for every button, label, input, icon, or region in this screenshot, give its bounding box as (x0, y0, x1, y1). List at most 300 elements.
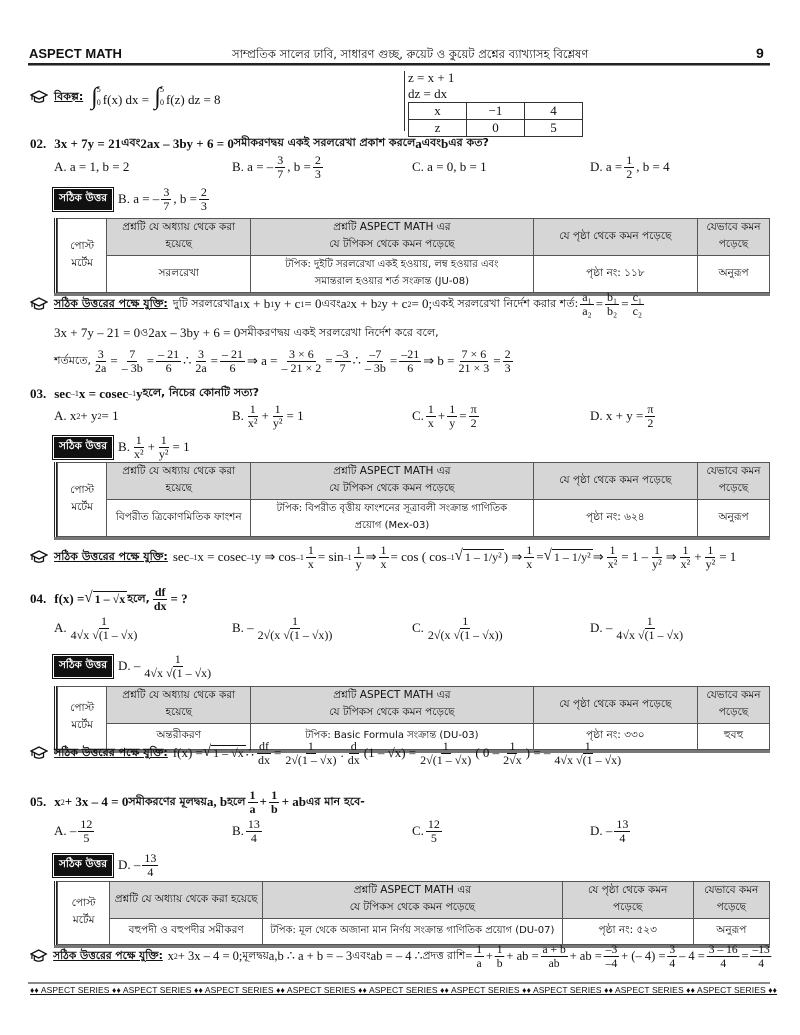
math-text: = (595, 296, 604, 311)
numerator: 1 (626, 152, 633, 167)
numerator: 1 (427, 401, 434, 416)
bengali-text: হলে (227, 794, 246, 808)
denominator: 4 (758, 955, 765, 970)
numerator: 13 (616, 816, 629, 831)
math-text: ⇒ (365, 549, 377, 564)
fraction (363, 348, 388, 374)
bengali-text: মূলদ্বয় (242, 948, 269, 962)
fraction (132, 434, 146, 460)
fraction (524, 544, 534, 570)
math-text: a (340, 296, 347, 311)
lower-limit: 0 (159, 98, 164, 107)
fraction (93, 348, 108, 374)
math-text: D. – (590, 620, 613, 635)
math-text: x = cosec (197, 549, 247, 564)
superscript: 2 (60, 797, 65, 807)
col-how-header (693, 882, 769, 919)
numerator: –3 (605, 941, 618, 956)
correct-answer (54, 850, 160, 880)
subscript: 2 (346, 299, 351, 309)
fraction (161, 186, 171, 212)
denominator: dx (153, 598, 167, 613)
topic-cell (251, 500, 534, 537)
superscript: –1 (128, 389, 137, 398)
math-text: ⇒ (592, 549, 604, 564)
math-text: = (536, 549, 544, 564)
denominator: 2a (195, 360, 207, 375)
denominator: dx (258, 752, 270, 767)
denominator: 7 (339, 360, 346, 375)
math-text: = (274, 745, 282, 760)
bengali-text: প্রদত্ত রাশি (422, 948, 466, 962)
option-c (412, 401, 481, 431)
cell: −1 (467, 103, 525, 120)
postmortem-label-2: মর্টেম (71, 719, 93, 731)
numerator: 1 (135, 432, 142, 447)
math-text: B. (232, 823, 244, 838)
option-a (54, 152, 129, 182)
postmortem-header-row (58, 463, 770, 500)
denominator: y² (272, 415, 283, 430)
square-root (455, 549, 504, 564)
denominator: 4 (669, 955, 676, 970)
math-text: , b = (287, 159, 311, 174)
fraction (580, 291, 594, 317)
chapter-cell: বহুপদী ও বহুপদীর সমীকরণ (110, 919, 263, 945)
numerator: 2 (200, 184, 207, 199)
limits-row-x (409, 103, 583, 120)
question-stem-04 (30, 586, 188, 612)
numerator: 1 (274, 401, 281, 416)
denominator: x² (680, 556, 691, 571)
numerator: –21 (401, 346, 420, 361)
denominator: 2 (626, 166, 633, 181)
question-number: 04. (30, 591, 47, 607)
math-text: = (741, 948, 749, 963)
fraction (501, 740, 524, 766)
bold-text: x (54, 794, 61, 810)
superscript: 2 (76, 411, 81, 421)
denominator: x (526, 556, 533, 571)
col-how-header-1: যেভাবে কমন (706, 221, 761, 233)
graduation-cap-icon (30, 90, 48, 104)
lower-limit: 0 (96, 98, 101, 107)
question-number: 02. (30, 135, 47, 151)
cell: x (409, 103, 467, 120)
numerator: 1 (707, 542, 714, 557)
denominator: 4√x √(1 – √x) (70, 627, 138, 642)
col-page-header: যে পৃষ্ঠা থেকে কমন পড়েছে (533, 219, 697, 256)
denominator: 3 (314, 166, 321, 181)
topic-line-1: টপিক: দুইটি সরলরেখা একই হওয়ায়, লম্ব হওয়ার এবং (285, 259, 499, 270)
justification-label: সঠিক উত্তরের পক্ষে যুক্তি: (54, 296, 168, 310)
fraction (751, 943, 772, 969)
bengali-text: একই সরলরেখা নির্দেশ করার শর্ত: (432, 296, 579, 310)
postmortem-label-1: পোস্ট (70, 239, 95, 252)
denominator: 4 (250, 830, 257, 845)
correct-answer-badge: সঠিক উত্তর (54, 189, 112, 210)
justification-line (54, 318, 439, 348)
how-cell: অনুরূপ (698, 256, 770, 293)
math-text: + ab = (506, 948, 539, 963)
numerator: 3 (198, 346, 204, 361)
upper-limit: 5 (96, 85, 101, 95)
cell: 4 (525, 103, 583, 120)
radical-sign: √ (454, 547, 463, 565)
col-topic-header (262, 882, 562, 919)
denominator: 4 (619, 830, 626, 845)
fraction (426, 403, 436, 429)
postmortem-label-2: মর্টেম (71, 256, 93, 269)
math-text: ∴ (183, 353, 192, 368)
denominator: 2√(1 – √x) (285, 752, 337, 767)
math-text: ⇒ a = (247, 353, 278, 368)
numerator: 3 (163, 184, 170, 199)
math-text: D. a = (590, 159, 623, 174)
fraction (269, 789, 280, 815)
justification-label: সঠিক উত্তরের পক্ষে যুক্তি: (54, 549, 168, 563)
numerator: 1 (271, 788, 278, 802)
numerator: 1 (496, 941, 503, 956)
bold-text: x = cosec (78, 385, 129, 401)
math-text: B. a = – (232, 159, 274, 174)
footer-text: ♦♦ ASPECT SERIES ♦♦ ASPECT SERIES ♦♦ ASPECT SERIES ♦♦ ASPECT SERIES ♦♦ ASPECT SERIES ♦♦ ASPECT SERIES ♦♦ ASPECT SERIES ♦♦ ASPECT SERIES ♦♦ ASPECT SERIES ♦♦ (30, 985, 778, 995)
denominator: 7 (277, 166, 284, 181)
denominator: x (427, 415, 434, 430)
correct-answer-badge: সঠিক উত্তর (54, 656, 112, 677)
math-text: + (694, 549, 702, 564)
denominator: y² (158, 446, 169, 461)
correct-answer-badge: সঠিক উত্তর (54, 855, 112, 876)
postmortem-header-row (58, 219, 770, 256)
fraction (605, 291, 619, 317)
math-text: = 1 (286, 408, 304, 423)
denominator: 2√(1 – √x) (420, 752, 472, 767)
option-b (232, 152, 325, 182)
how-cell: অনুরূপ (693, 919, 769, 945)
denominator: 5 (430, 830, 437, 845)
col-chapter-header: প্রশ্নটি যে অধ্যায় থেকে করা হয়েছে (107, 687, 251, 724)
topic-line-2: সমান্তরাল হওয়ার শর্ত সংক্রান্ত (JU-08) (314, 276, 470, 287)
postmortem-grid (57, 218, 770, 293)
bold-text: 3x + 7y = 21 (54, 135, 122, 151)
page-cell: পৃষ্ঠা নং: ১১৮ (533, 256, 697, 293)
math-text: , b = (173, 191, 197, 206)
fraction (667, 943, 677, 969)
col-topic-header-1: প্রশ্নটি ASPECT MATH এর (333, 689, 451, 701)
header-divider (28, 63, 770, 66)
question-stem-02 (30, 134, 489, 153)
numerator: 7 × 6 (461, 346, 487, 361)
math-text: + 3x – 4 = 0; (177, 948, 243, 963)
fraction (399, 348, 421, 374)
integral (154, 84, 164, 110)
denominator: y² (652, 556, 662, 571)
numerator: 1 (307, 542, 314, 557)
denominator: 3 (200, 198, 207, 213)
postmortem-label-2: মর্টেম (72, 914, 95, 926)
col-topic-header-2: যে টপিকস থেকে কমন পড়েছে (329, 706, 455, 718)
postmortem-table (54, 881, 770, 945)
math-text: + (437, 408, 446, 423)
fraction (354, 544, 364, 570)
math-text: = (110, 353, 118, 368)
math-text: B. (118, 439, 130, 454)
math-text: A. – (54, 823, 77, 838)
question-stem-05 (30, 789, 365, 815)
numerator: a₁ (582, 289, 592, 304)
denominator: a₂ (582, 303, 592, 318)
col-how-header (698, 687, 770, 724)
graduation-cap-icon (30, 746, 48, 760)
justification-line (30, 542, 736, 572)
denominator: 21 × 3 (458, 360, 490, 375)
math-text: A. (54, 620, 67, 635)
denominator: a (476, 955, 482, 970)
math-text: x + b (350, 296, 378, 311)
bengali-text: এবং (121, 136, 141, 149)
chapter-cell: সরলরেখা (107, 256, 251, 293)
math-text: = (389, 353, 398, 368)
math-text: – 4 = (679, 948, 705, 963)
how-cell: হুবহু (698, 724, 770, 750)
math-text: = 1 (172, 439, 190, 454)
bold-text: a, b (206, 794, 228, 810)
justification-label: সঠিক উত্তরের পক্ষে যুক্তি: (53, 948, 163, 962)
fraction (707, 943, 740, 969)
justification-line (54, 346, 515, 376)
math-text: f(z) dz = 8 (165, 92, 221, 107)
radicand: 1 – √x (213, 746, 244, 761)
denominator: a (249, 801, 256, 816)
bengali-text: শর্তমতে, (54, 353, 92, 367)
numerator: 1 (653, 542, 660, 557)
option-d (590, 401, 657, 431)
denominator: 6 (165, 360, 172, 375)
denominator: x (307, 556, 314, 571)
math-text: D. – (590, 823, 613, 838)
math-text: f(x) dx = (102, 92, 153, 107)
fraction (120, 348, 145, 374)
bold-text: = ? (170, 591, 188, 607)
numerator: π (470, 401, 477, 416)
numerator: 1 (292, 613, 299, 628)
fraction (379, 544, 389, 570)
justification-line (30, 941, 774, 971)
col-how-header-2: পড়েছে (716, 901, 747, 913)
col-page-header-1: যে পৃষ্ঠা থেকে কমন (588, 884, 668, 896)
justification-line (30, 289, 646, 319)
fraction (246, 403, 260, 429)
fraction (541, 943, 568, 969)
fraction (604, 943, 619, 969)
fraction (256, 740, 272, 766)
integral-sign: ∫ (154, 84, 161, 110)
bengali-text: এর মান হবে- (306, 794, 365, 808)
numerator: 1 (101, 613, 108, 628)
fraction (157, 434, 171, 460)
postmortem-table (54, 462, 770, 537)
math-text: y ⇒ cos (254, 549, 296, 564)
bengali-text: ও (140, 325, 149, 339)
math-text: ( 0 – (475, 745, 500, 760)
fraction (650, 544, 664, 570)
denominator: x² (607, 556, 618, 571)
denominator: b (270, 801, 278, 816)
topic-line-1: টপিক: Basic Formula সংক্রান্ত (DU-03) (305, 730, 479, 741)
subscript: 2 (407, 299, 412, 309)
fraction (447, 403, 457, 429)
numerator: 12 (80, 816, 93, 831)
header-title: ASPECT MATH (29, 46, 122, 61)
postmortem-label-2: মর্টেম (71, 500, 93, 513)
alt-sub-line-2: dz = dx (408, 86, 448, 101)
math-text: = (465, 948, 473, 963)
bengali-text: সমীকরণদ্বয় একই সরলরেখা প্রকাশ করলে (233, 136, 416, 149)
fraction (418, 740, 473, 766)
fraction (335, 348, 351, 374)
numerator: 1 (462, 613, 469, 628)
fraction (704, 544, 718, 570)
page-number: 9 (756, 45, 764, 61)
numerator: 1 (682, 542, 689, 557)
math-text: D. x + y = (590, 408, 644, 423)
col-how-header-2: পড়েছে (718, 706, 749, 718)
math-text: C. (412, 620, 424, 635)
radical-sign: √ (84, 589, 93, 607)
justification-line (30, 738, 625, 768)
alt-label: বিকল্প: (54, 89, 84, 103)
fraction (306, 544, 316, 570)
postmortem-grid (57, 881, 770, 945)
col-how-header-1: যেভাবে কমন (706, 465, 761, 477)
postmortem-data-row (58, 500, 770, 537)
alt-line (30, 82, 221, 112)
subscript: 2 (377, 299, 382, 309)
alt-sub-line-1: z = x + 1 (408, 70, 455, 85)
numerator: 1 (249, 788, 256, 802)
numerator: 2 (504, 346, 511, 361)
postmortem-label-1: পোস্ট (70, 483, 95, 496)
fraction (503, 348, 513, 374)
fraction (156, 348, 181, 374)
radicand: 1 – √x (94, 592, 126, 607)
bold-text: sec (54, 385, 71, 401)
denominator: 2√(x √(1 – √x)) (257, 627, 333, 642)
fraction (645, 403, 655, 429)
fraction (275, 154, 285, 180)
numerator: d (350, 738, 357, 753)
math-text: = 0; (411, 296, 433, 311)
math-text: + (485, 948, 493, 963)
subscript: 1 (300, 299, 305, 309)
option-b (232, 816, 264, 846)
fraction (248, 789, 258, 815)
subscript: 1 (239, 299, 244, 309)
fraction (280, 348, 324, 374)
math-text: B. (232, 408, 244, 423)
math-text: C. (412, 823, 424, 838)
col-how-header (698, 463, 770, 500)
denominator: dx (347, 752, 360, 767)
numerator: 3 – 16 (708, 941, 738, 956)
denominator: 2√x (503, 752, 522, 767)
math-text: sec (172, 549, 190, 564)
numerator: 1 (174, 651, 181, 666)
option-c (412, 613, 507, 643)
numerator: –7 (369, 346, 382, 361)
option-a (54, 816, 96, 846)
fraction (552, 740, 623, 766)
math-text: 2ax – 3by + 6 = 0 (148, 325, 241, 340)
square-root (203, 745, 246, 760)
math-text: y + c (274, 296, 301, 311)
fraction (457, 348, 492, 374)
col-chapter-header: প্রশ্নটি যে অধ্যায় থেকে করা হয়েছে (107, 219, 251, 256)
math-text: + (147, 439, 155, 454)
denominator: 4 (720, 955, 727, 970)
math-text: D. – (118, 658, 141, 673)
denominator: 6 (229, 360, 236, 375)
numerator: b₁ (607, 289, 618, 304)
math-text: f(x) = (172, 745, 203, 760)
denominator: 2√(x √(1 – √x)) (427, 627, 503, 642)
denominator: 7 (163, 198, 170, 213)
col-topic-header-2: যে টপিকস থেকে কমন পড়েছে (329, 482, 455, 494)
topic-line-1: টপিক: মূল থেকে অজানা মান নির্ণয় সংক্রান্ত গাণিতিক প্রয়োগ (DU-07) (270, 925, 555, 936)
numerator: –13 (752, 941, 770, 956)
denominator: – 3b (364, 360, 386, 375)
numerator: – 21 (158, 346, 180, 361)
denominator: y (449, 415, 456, 430)
numerator: 1 (476, 941, 482, 956)
alt-divider (404, 71, 405, 131)
radicand: 1 – 1/y² (553, 550, 591, 565)
bold-text: + ab (281, 794, 307, 810)
graduation-cap-icon (30, 297, 48, 311)
option-c (412, 152, 487, 182)
denominator: 4√x √(1 – √x) (616, 627, 684, 642)
chapter-cell: বিপরীত ত্রিকোণমিতিক ফাংশন (107, 500, 251, 537)
denominator: 2a (95, 360, 107, 375)
bengali-text: হলে, (127, 591, 150, 605)
numerator: 13 (144, 850, 157, 865)
bold-text: y (136, 385, 143, 401)
justification-label: সঠিক উত্তরের পক্ষে যুক্তি: (54, 745, 168, 759)
col-topic-header (251, 463, 534, 500)
radical-sign: √ (202, 743, 212, 761)
denominator: 4 (147, 864, 154, 879)
bengali-text: এবং (421, 136, 442, 149)
superscript: 2 (173, 951, 178, 961)
numerator: 7 (129, 346, 136, 361)
superscript: –1 (343, 552, 352, 562)
denominator: 4√x √(1 – √x) (144, 665, 212, 680)
math-text: = 1 (719, 549, 737, 564)
numerator: 1 (160, 432, 167, 447)
fraction (313, 154, 323, 180)
math-text: C. a = 0, b = 1 (412, 159, 487, 174)
postmortem-header-row (58, 687, 770, 724)
cell: z (409, 120, 467, 137)
math-text: A. x (54, 408, 77, 423)
math-text: + ab = (569, 948, 602, 963)
postmortem-label-1: পোস্ট (71, 897, 96, 909)
fraction (78, 818, 94, 844)
postmortem-header-row (58, 882, 770, 919)
denominator: ab (548, 955, 560, 970)
postmortem-data-row (58, 256, 770, 293)
